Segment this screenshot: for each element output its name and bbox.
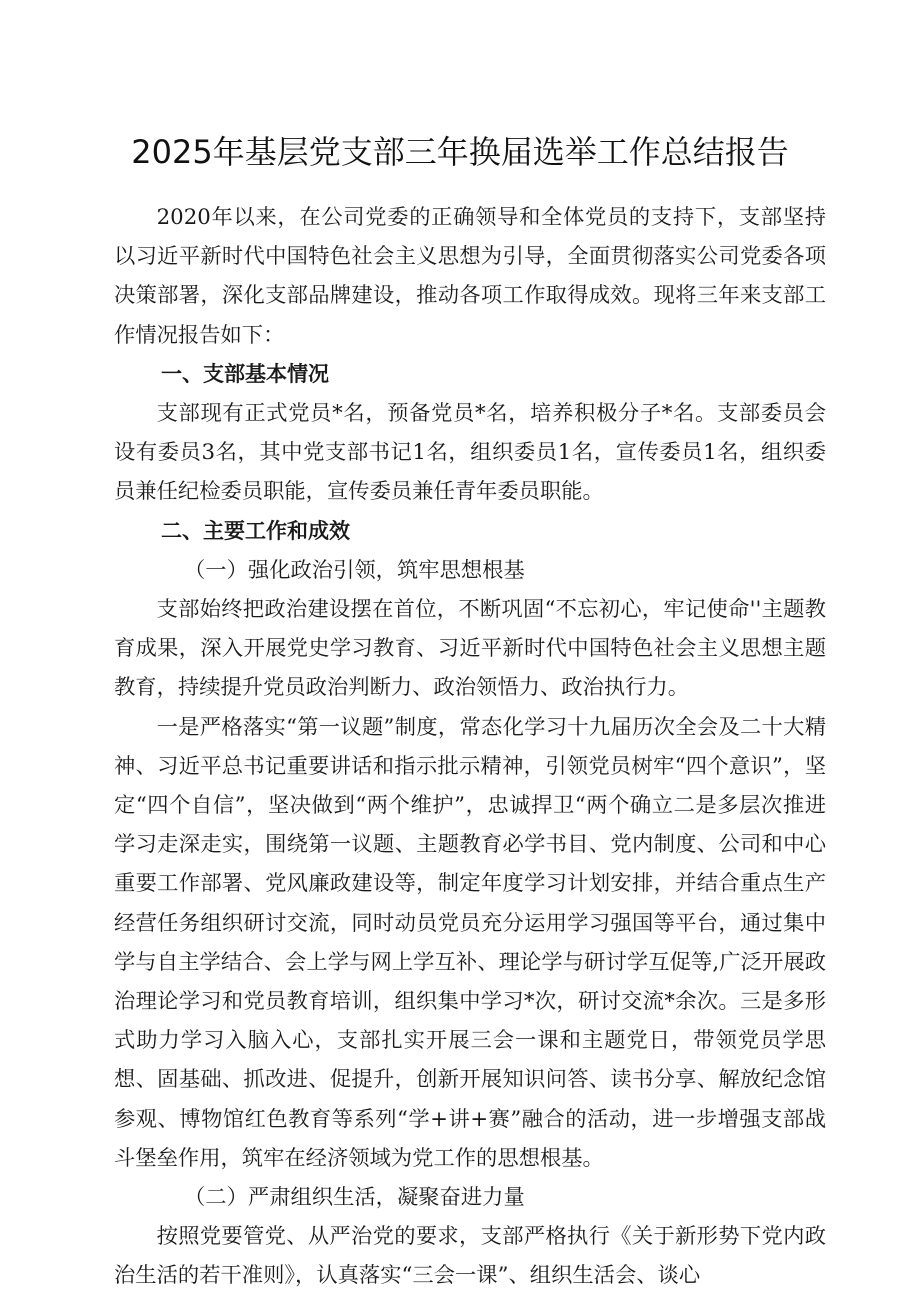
intro-paragraph: 2020年以来，在公司党委的正确领导和全体党员的支持下，支部坚持以习近平新时代中国特色社会主义思想为引导，全面贯彻落实公司党委各项决策部署，深化支部品牌建设，推动各项工作取得成效。现将三年来支部工作情况报告如下： bbox=[114, 205, 826, 348]
basic-info-paragraph: 支部现有正式党员*名，预备党员*名，培养积极分子*名。支部委员会设有委员3名，其中党支部书记1名，组织委员1名，宣传委员1名，组织委员兼任纪检委员职能，宣传委员兼任青年委员职能。 bbox=[114, 401, 826, 505]
subsection-heading-organization-life: （二）严肃组织生活，凝聚奋进力量 bbox=[184, 1185, 525, 1211]
document-title: 2025年基层党支部三年换届选举工作总结报告 bbox=[131, 133, 789, 171]
organization-life-paragraph: 按照党要管党、从严治党的要求，支部严格执行《关于新形势下党内政治生活的若干准则》，认真落实“三会一课”、组织生活会、谈心 bbox=[114, 1224, 826, 1289]
political-leadership-paragraph: 支部始终把政治建设摆在首位，不断巩固“不忘初心，牢记使命''主题教育成果，深入开展党史学习教育、习近平新时代中国特色社会主义思想主题教育，持续提升党员政治判断力、政治领悟力、政治执行力。 bbox=[114, 597, 826, 701]
section-heading-basic-info: 一、支部基本情况 bbox=[161, 361, 329, 386]
first-agenda-paragraph: 一是严格落实“第一议题”制度，常态化学习十九届历次全会及二十大精神、习近平总书记重要讲话和指示批示精神，引领党员树牢“四个意识”，坚定“四个自信”，坚决做到“两个维护”，忠诚捍卫“两个确立二是多层次推进学习走深走实，围绕第一议题、主题教育必学书目、党内制度、公司和中心重要工作部署、党风廉政建设等，制定年度学习计划安排，并结合重点生产经营任务组织研讨交流，同时动员党员充分运用学习强国等平台，通过集中学与自主学结合、会上学与网上学互补、理论学与研讨学互促等,广泛开展政治理论学习和党员教育培训，组织集中学习*次，研讨交流*余次。三是多形式助力学习入脑入心，支部扎实开展三会一课和主题党日，带领党员学思想、固基础、抓改进、促提升，创新开展知识问答、读书分享、解放纪念馆参观、博物馆红色教育等系列“学+讲+赛”融合的活动，进一步增强支部战斗堡垒作用，筑牢在经济领域为党工作的思想根基。 bbox=[114, 714, 826, 1171]
section-heading-main-work: 二、主要工作和成效 bbox=[161, 518, 350, 543]
subsection-heading-political-leadership: （一）强化政治引领，筑牢思想根基 bbox=[184, 557, 525, 583]
document-body bbox=[114, 198, 826, 1296]
